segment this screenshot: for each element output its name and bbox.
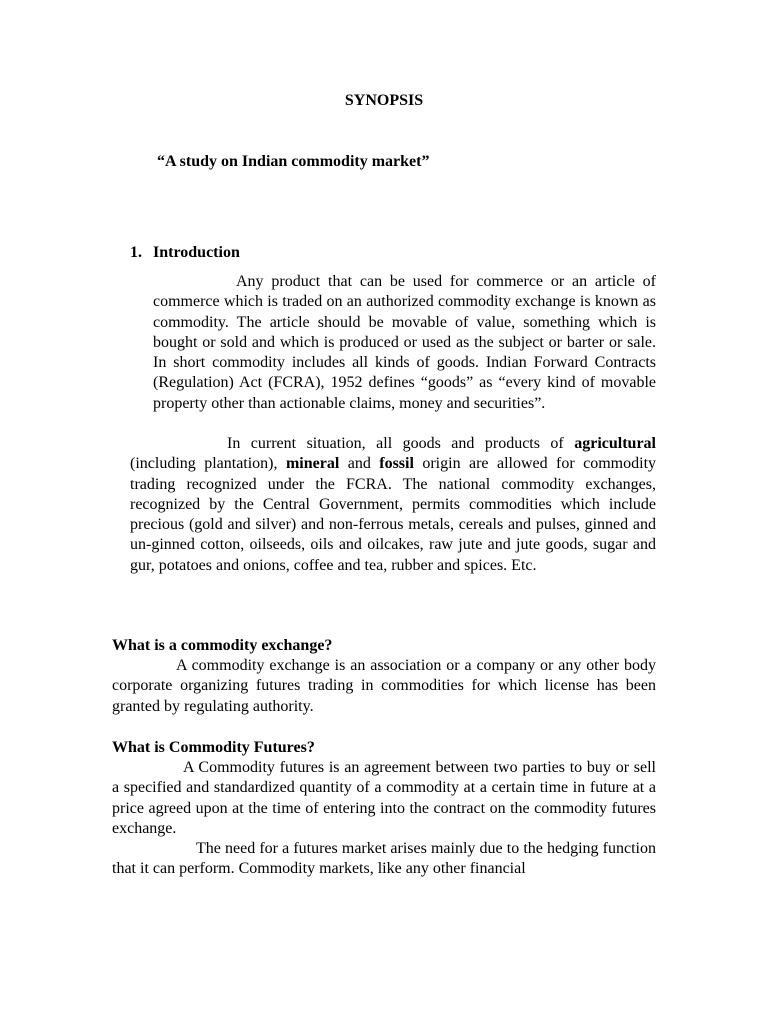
document-title: SYNOPSIS — [344, 92, 424, 109]
paragraph-text: In current situation, all goods and products of — [227, 435, 575, 452]
commodity-futures-paragraph-2-text: The need for a futures market arises mainly due to the hedging function that it can perform. Commodity markets, like any other financial — [112, 840, 656, 878]
bold-term-agricultural: agricultural — [574, 435, 656, 452]
introduction-paragraph-1-text: Any product that can be used for commerce or an article of commerce which is traded on an authorized commodity exchange is known as commodity. The article should be movable of value, something which is bought or sold and which is produced or used as the subject or barter or sale. In short commodity includes all kinds of goods. Indian Forward Contracts (Regulation) Act (FCRA), 1952 defines “goods” as “every kind of movable property other than actionable claims, money and securities”. — [153, 273, 656, 412]
introduction-paragraph-1 — [153, 272, 656, 414]
section-heading-introduction — [130, 243, 240, 263]
document-subtitle: “A study on Indian commodity market” — [157, 153, 430, 170]
commodity-futures-paragraph-1 — [112, 758, 656, 839]
commodity-futures-paragraph-1-text: A Commodity futures is an agreement between two parties to buy or sell a specified and standardized quantity of a commodity at a certain time in future at a price agreed upon at the time of entering into the contract on the commodity futures exchange. — [112, 759, 656, 837]
bold-term-mineral: mineral — [285, 455, 340, 473]
commodity-futures-paragraph-2 — [112, 839, 656, 880]
paragraph-text: and — [339, 455, 380, 473]
introduction-paragraph-2 — [130, 434, 656, 576]
section-heading-text: Introduction — [153, 244, 240, 261]
question-heading-commodity-exchange: What is a commodity exchange? — [112, 637, 333, 654]
commodity-exchange-paragraph-text: A commodity exchange is an association or a company or any other body corporate organizing futures trading in commodities for which license has been granted by regulating authority. — [112, 657, 656, 715]
bold-term-fossil: fossil — [379, 455, 414, 473]
question-heading-commodity-futures: What is Commodity Futures? — [112, 739, 315, 756]
commodity-exchange-paragraph — [112, 656, 656, 717]
section-number: 1. — [130, 244, 142, 261]
paragraph-text: (including plantation), — [130, 455, 286, 473]
paragraph-text: origin are allowed for commodity trading recognized under the FCRA. The national commodity exchanges, recognized by the Central Government, permits commodities which include precious (gold and silver) and non-ferrous metals, cereals and pulses, ginned and un-ginned cotton, oilseeds, oils and oilcakes, raw jute and jute goods, sugar and gur, potatoes and onions, coffee and tea, rubber and spices. Etc. — [130, 455, 657, 574]
